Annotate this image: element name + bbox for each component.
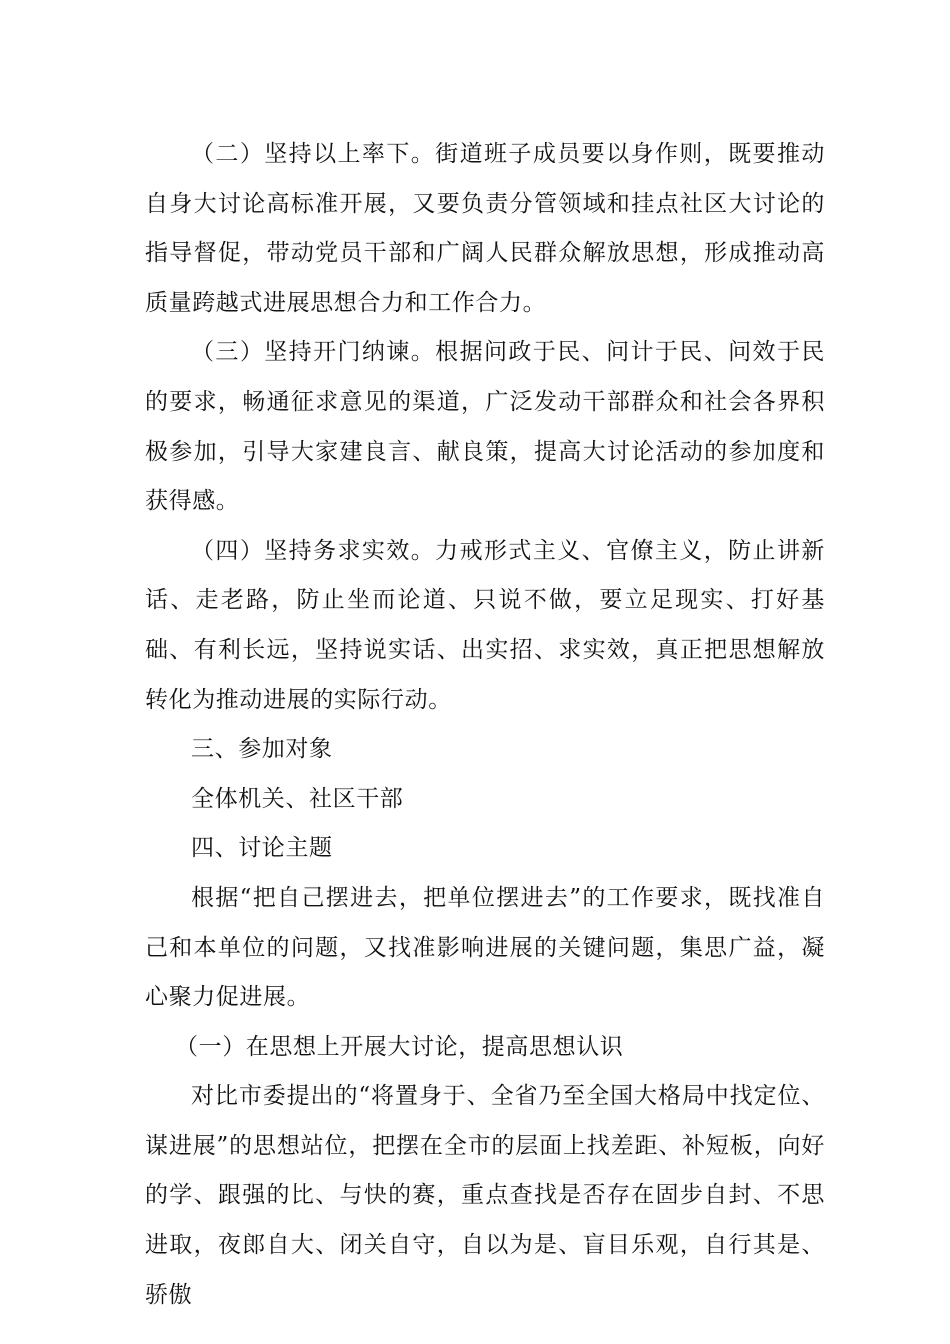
paragraph-open-door-advice: （三）坚持开门纳谏。根据问政于民、问计于民、问效于民的要求，畅通征求意见的渠道，广泛发动干部群众和社会各界积极参加，引导大家建良言、献良策，提高大讨论活动的参加度和获得感。 xyxy=(145,339,825,515)
paragraph-participants: 全体机关、社区干部 xyxy=(191,785,404,812)
section-heading-discussion-theme: 四、讨论主题 xyxy=(191,835,333,862)
subheading-ideological-discussion: （一）在思想上开展大讨论，提高思想认识 xyxy=(175,1033,624,1060)
paragraph-lead-by-example: （二）坚持以上率下。街道班子成员要以身作则，既要推动自身大讨论高标准开展，又要负责分管领域和挂点社区大讨论的指导督促，带动党员干部和广阔人民群众解放思想，形成推动高质量跨越式进展思想合力和工作合力。 xyxy=(145,141,825,316)
section-heading-participants: 三、参加对象 xyxy=(191,736,333,763)
paragraph-discussion-theme: 根据“把自己摆进去，把单位摆进去”的工作要求，既找准自己和本单位的问题，又找准影响进展的关键问题，集思广益，凝心聚力促进展。 xyxy=(145,884,825,1011)
document-page xyxy=(145,130,825,1320)
paragraph-seek-practical-results: （四）坚持务求实效。力戒形式主义、官僚主义，防止讲新话、走老路，防止坐而论道、只说不做，要立足现实、打好基础、有利长远，坚持说实话、出实招、求实效，真正把思想解放转化为推动进展的实际行动。 xyxy=(145,537,825,713)
paragraph-ideological-comparison: 对比市委提出的“将置身于、全省乃至全国大格局中找定位、谋进展”的思想站位，把摆在全市的层面上找差距、补短板，向好的学、跟强的比、与快的赛，重点查找是否存在固步自封、不思进取，夜郎自大、闭关自守，自以为是、盲目乐观，自行其是、骄傲 xyxy=(145,1083,825,1308)
